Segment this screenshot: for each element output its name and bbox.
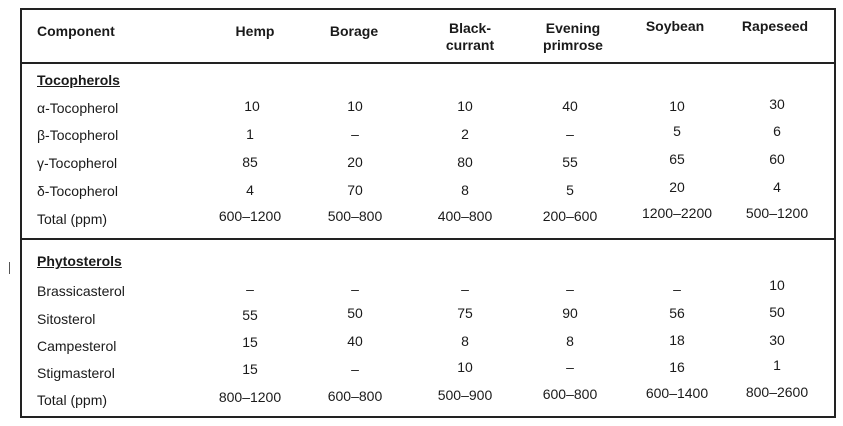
- cell: 10: [669, 98, 685, 114]
- header-evening-primrose: Evening primrose: [543, 20, 603, 53]
- cell: 20: [669, 179, 685, 195]
- cell: 4: [773, 179, 781, 195]
- cell: 600–800: [327, 388, 383, 404]
- cell: 800–1200: [218, 389, 282, 405]
- cell: 65: [669, 151, 685, 167]
- cell: 1200–2200: [641, 205, 713, 221]
- cell: –: [246, 281, 254, 297]
- cell: 40: [562, 98, 578, 114]
- cell: 8: [566, 333, 574, 349]
- section-title-phytosterols: Phytosterols: [37, 253, 122, 269]
- cell: 55: [242, 307, 258, 323]
- row-label: δ-Tocopherol: [37, 183, 118, 199]
- cell: 18: [669, 332, 685, 348]
- cell: 15: [242, 361, 258, 377]
- cell: 56: [669, 305, 685, 321]
- cell: 1: [246, 126, 254, 142]
- cell: 75: [457, 305, 473, 321]
- cell: –: [351, 361, 359, 377]
- header-blackcurrant: Black- currant: [445, 20, 495, 53]
- cell: 1: [773, 357, 781, 373]
- cell: 8: [461, 333, 469, 349]
- cell: 40: [347, 333, 363, 349]
- row-label: Campesterol: [37, 338, 117, 354]
- cell: –: [673, 281, 681, 297]
- cell: 600–1200: [218, 208, 282, 224]
- cell: 500–900: [437, 387, 493, 403]
- header-divider: [20, 62, 836, 64]
- header-soybean: Soybean: [645, 18, 705, 34]
- cell: –: [566, 126, 574, 142]
- row-label: α-Tocopherol: [37, 100, 119, 116]
- cell: 90: [562, 305, 578, 321]
- header-component: Component: [37, 23, 115, 39]
- cell: –: [566, 359, 574, 375]
- cell: 400–800: [437, 208, 493, 224]
- cell: 200–600: [542, 208, 598, 224]
- cell: 60: [769, 151, 785, 167]
- margin-mark: [9, 262, 10, 274]
- row-label: Total (ppm): [37, 211, 108, 227]
- cell: –: [351, 281, 359, 297]
- cell: 30: [769, 96, 785, 112]
- cell: 85: [242, 154, 258, 170]
- cell: 6: [773, 123, 781, 139]
- header-hemp: Hemp: [235, 23, 275, 39]
- section-divider: [20, 238, 836, 240]
- cell: 5: [566, 182, 574, 198]
- cell: 10: [347, 98, 363, 114]
- cell: 4: [246, 182, 254, 198]
- cell: 2: [461, 126, 469, 142]
- row-label: β-Tocopherol: [37, 127, 119, 143]
- cell: 800–2600: [745, 384, 809, 400]
- row-label: Brassicasterol: [37, 283, 125, 299]
- row-label: γ-Tocopherol: [37, 155, 118, 171]
- cell: 5: [673, 123, 681, 139]
- cell: 500–1200: [745, 205, 809, 221]
- cell: –: [351, 126, 359, 142]
- cell: 600–1400: [645, 385, 709, 401]
- section-title-tocopherols: Tocopherols: [37, 72, 120, 88]
- cell: 50: [347, 305, 363, 321]
- cell: 50: [769, 304, 785, 320]
- cell: 70: [347, 182, 363, 198]
- cell: 500–800: [327, 208, 383, 224]
- cell: 55: [562, 154, 578, 170]
- cell: 10: [457, 98, 473, 114]
- cell: 10: [769, 277, 785, 293]
- cell: 16: [669, 359, 685, 375]
- header-rapeseed: Rapeseed: [741, 18, 809, 34]
- header-borage: Borage: [329, 23, 379, 39]
- cell: 10: [457, 359, 473, 375]
- cell: –: [461, 281, 469, 297]
- row-label: Sitosterol: [37, 311, 96, 327]
- cell: 10: [244, 98, 260, 114]
- cell: 8: [461, 182, 469, 198]
- cell: 30: [769, 332, 785, 348]
- row-label: Stigmasterol: [37, 365, 115, 381]
- cell: 15: [242, 334, 258, 350]
- row-label: Total (ppm): [37, 392, 108, 408]
- cell: 80: [457, 154, 473, 170]
- cell: –: [566, 281, 574, 297]
- cell: 20: [347, 154, 363, 170]
- cell: 600–800: [542, 386, 598, 402]
